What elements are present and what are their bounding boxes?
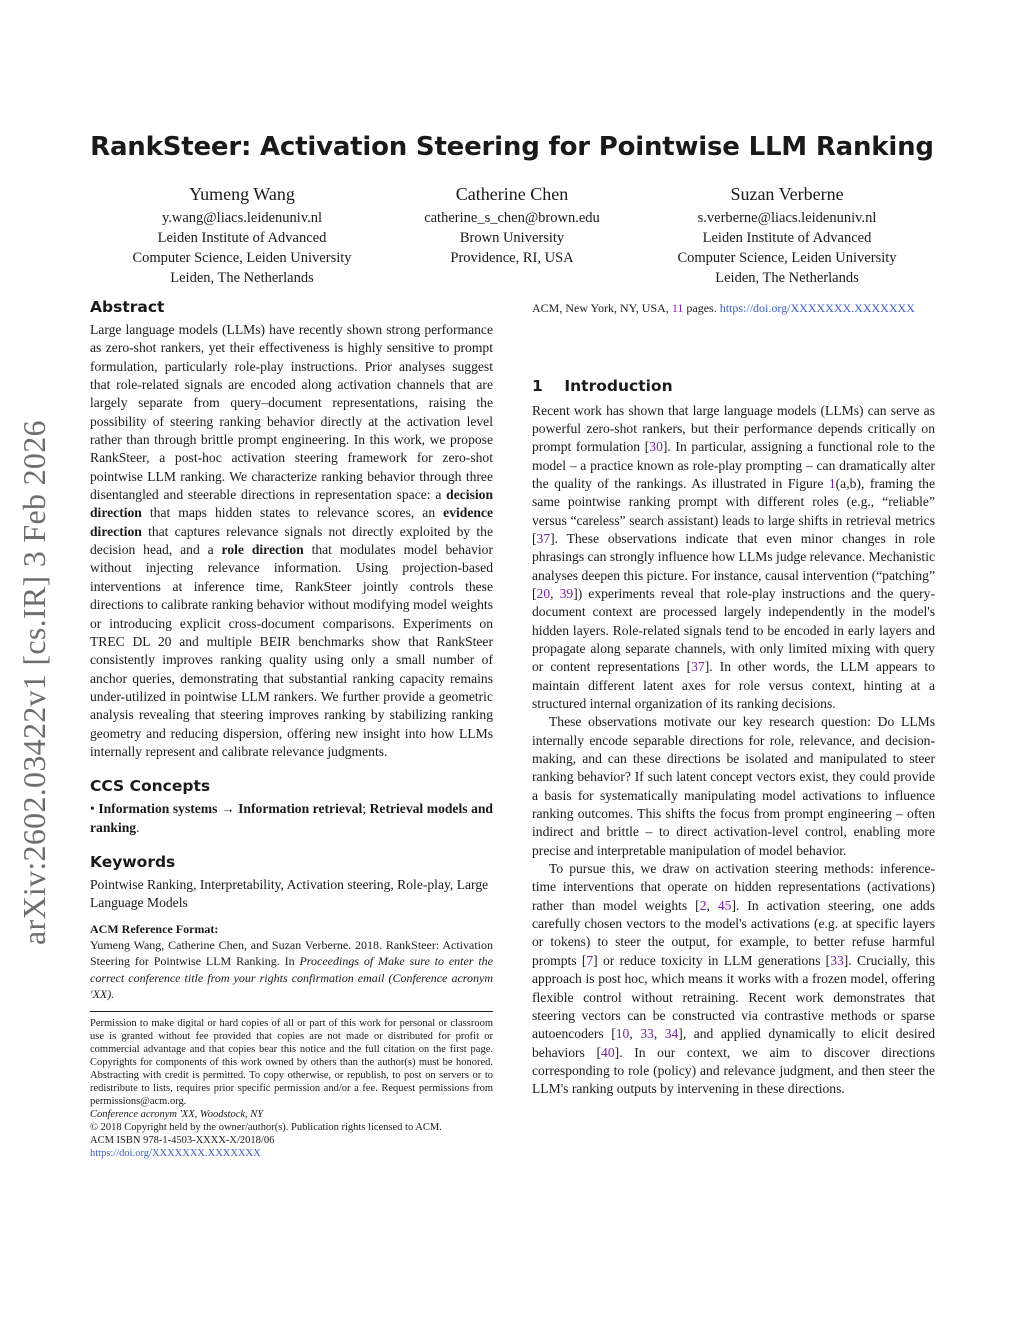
citation-link[interactable]: 39	[559, 585, 574, 601]
citation-link[interactable]: 20	[536, 585, 551, 601]
abstract-heading: Abstract	[90, 298, 165, 316]
citation-link[interactable]: 33	[830, 952, 844, 968]
citation-link[interactable]: 45	[717, 897, 732, 913]
ccs-concepts: • Information systems → Information retrieval; Retrieval models and ranking.	[90, 801, 493, 835]
footnote-doi-link[interactable]: https://doi.org/XXXXXXX.XXXXXXX	[90, 1147, 261, 1159]
author-block	[630, 182, 944, 288]
permission-notice: Permission to make digital or hard copies of all or part of this work for personal or classroom use is granted without fee provided that copies are not made or distributed for profit or commercial advantage and that copies bear this notice and the full citation on the first page. Copyrights for components of this work owned by others than the author(s) must be honored. Abstracting with credit is permitted. To copy otherwise, or republish, to post on servers or to redistribute to lists, requires prior specific permission and/or a fee. Request permissions from permissions@acm.org.	[90, 1017, 493, 1107]
citation-link[interactable]: 2	[699, 897, 707, 913]
author-location: Providence, RI, USA	[450, 250, 574, 266]
abstract-text: Large language models (LLMs) have recently shown strong performance as zero-shot rankers, yet their effectiveness is highly sensitive to prompt formulation, particularly role-play instructions. Prior analyses suggest that role-related signals are encoded along activation channels that are largely separate from query–document representations, raising the possibility of steering ranking behavior directly at the activation level rather than through brittle prompt engineering. In this work, we propose RankSteer, a post-hoc activation steering framework for zero-shot pointwise LLM ranking. We characterize ranking behavior through three disentangled and steerable directions in representation space: a decision direction that maps hidden states to relevance scores, an evidence direction that captures relevance signals not directly exploited by the decision head, and a role direction that modulates model behavior without injecting relevance information. Using projection-based interventions at inference time, RankSteer jointly controls these directions to calibrate ranking behavior without modifying model weights or introducing explicit cross-document comparisons. Experiments on TREC DL 20 and multiple BEIR benchmarks show that RankSteer consistently improves ranking quality using only a small number of anchor queries, demonstrating that substantial ranking capacity remains under-utilized in pointwise LLM rankers. We further provide a geometric analysis revealing that steering improves ranking by stabilizing ranking geometry and reducing dispersion, offering new insight into how LLMs internally represent and calibrate relevance judgments.	[90, 322, 493, 759]
citation-link[interactable]: 37	[536, 530, 551, 546]
author-block	[398, 182, 626, 268]
author-name: Suzan Verberne	[730, 184, 844, 204]
page-count-link[interactable]: 11	[671, 301, 684, 315]
paper-title: RankSteer: Activation Steering for Pointwise LLM Ranking	[90, 132, 934, 162]
keywords-heading: Keywords	[90, 852, 176, 871]
isbn-note: ACM ISBN 978-1-4503-XXXX-X/2018/06	[90, 1134, 275, 1146]
citation-link[interactable]: 40	[601, 1044, 615, 1060]
citation-link[interactable]: 7	[586, 952, 594, 968]
citation-link[interactable]: 37	[691, 659, 705, 675]
right-column	[532, 296, 935, 1099]
intro-paragraph: These observations motivate our key research question: Do LLMs internally encode separable directions for role, relevance, and decision-making, and can these directions be isolated and manipulated to steer ranking behavior? If such latent concept vectors exist, they could provide a basis for systematically manipulating model activations to influence ranking outcomes. This shifts the focus from prompt engineering – often indirect and brittle – to direct activation-level control, enabling more precise and interpretable manipulation of model behavior.	[532, 714, 935, 858]
acm-reference-continuation: ACM, New York, NY, USA, 11 pages. https://doi.org/XXXXXXX.XXXXXXX	[532, 301, 915, 315]
author-email: s.verberne@liacs.leidenuniv.nl	[697, 210, 877, 226]
author-affiliation: Leiden Institute of Advanced	[157, 230, 327, 246]
author-affiliation: Computer Science, Leiden University	[132, 250, 352, 266]
acm-reference-heading: ACM Reference Format:	[90, 921, 219, 936]
author-location: Leiden, The Netherlands	[715, 270, 859, 286]
copyright-note: © 2018 Copyright held by the owner/author(s). Publication rights licensed to ACM.	[90, 1121, 442, 1133]
author-block	[90, 182, 394, 288]
citation-link[interactable]: 33	[640, 1026, 654, 1042]
intro-paragraph: To pursue this, we draw on activation steering methods: inference-time interventions that operate on hidden representations (activations) rather than model weights [2, 45]. In activation steering, one adds carefully chosen vectors to the model's activations (e.g. at specific layers or tokens) to steer the output, for example, to better refuse harmful prompts [7] or reduce toxicity in LLM generations [33]. Crucially, this approach is post hoc, which means it works with a frozen model, offering flexible control without retraining. Recent work demonstrates that steering vectors can be constructed via contrastive methods or sparse autoencoders [10, 33, 34], and applied dynamically to elicit desired behaviors [40]. In our context, we aim to discover directions corresponding to role (policy) and relevance judgment, and then steer the LLM's ranking outputs by intervening in these directions.	[532, 861, 936, 1097]
intro-paragraph: Recent work has shown that large language models (LLMs) can serve as powerful zero-shot rankers, but their performance depends critically on prompt formulation [30]. In particular, assigning a functional role to the model – a practice known as role-play prompting – can dramatically alter the quality of the rankings. As illustrated in Figure 1(a,b), framing the same pointwise ranking prompt with different roles (e.g., “reliable” versus “careless” search assistant) leads to large shifts in retrieval metrics [37]. These observations indicate that even minor changes in role phrasings can strongly influence how LLMs judge relevance. Mechanistic analyses deepen this picture. For instance, causal intervention (“patching” [20, 39]) experiments reveal that role-play instructions and the query-document context are processed largely independently in the model's hidden layers. Role-related signals tend to be encoded in early layers and propagate along separate channels, with only limited mixing with query or content representations [37]. In other words, the LLM appears to maintain different latent axes for role versus context, hinting at a structured internal organization of its ranking decisions.	[532, 402, 936, 711]
citation-link[interactable]: 34	[664, 1026, 679, 1042]
author-affiliation: Leiden Institute of Advanced	[702, 230, 872, 246]
doi-link[interactable]: https://doi.org/XXXXXXX.XXXXXXX	[719, 301, 915, 315]
arxiv-identifier: arXiv:2602.03422v1 [cs.IR] 3 Feb 2026	[16, 420, 52, 945]
footnote	[90, 1017, 493, 1160]
acm-reference-text: Yumeng Wang, Catherine Chen, and Suzan Verberne. 2018. RankSteer: Activation Steering for Pointwise LLM Ranking. In Proceedings of Make sure to enter the correct conference title from your rights confirmation email (Conference acronym 'XX).	[90, 937, 494, 1002]
author-affiliation: Computer Science, Leiden University	[677, 250, 897, 266]
footnote-rule	[90, 1011, 493, 1012]
author-email: y.wang@liacs.leidenuniv.nl	[161, 210, 323, 226]
author-name: Catherine Chen	[455, 184, 569, 204]
ccs-heading: CCS Concepts	[90, 777, 211, 796]
author-location: Leiden, The Netherlands	[170, 270, 314, 286]
citation-link[interactable]: 30	[649, 439, 663, 455]
conference-note: Conference acronym 'XX, Woodstock, NY	[90, 1108, 264, 1120]
introduction-heading: 1 Introduction	[532, 376, 673, 395]
author-email: catherine_s_chen@brown.edu	[424, 210, 600, 226]
left-column	[90, 296, 493, 1160]
author-name: Yumeng Wang	[189, 184, 295, 204]
figure-link[interactable]: 1	[828, 475, 836, 491]
citation-link[interactable]: 10	[615, 1026, 630, 1042]
keywords-text: Pointwise Ranking, Interpretability, Activation steering, Role-play, Large Language Models	[90, 876, 489, 911]
author-affiliation: Brown University	[459, 230, 565, 246]
